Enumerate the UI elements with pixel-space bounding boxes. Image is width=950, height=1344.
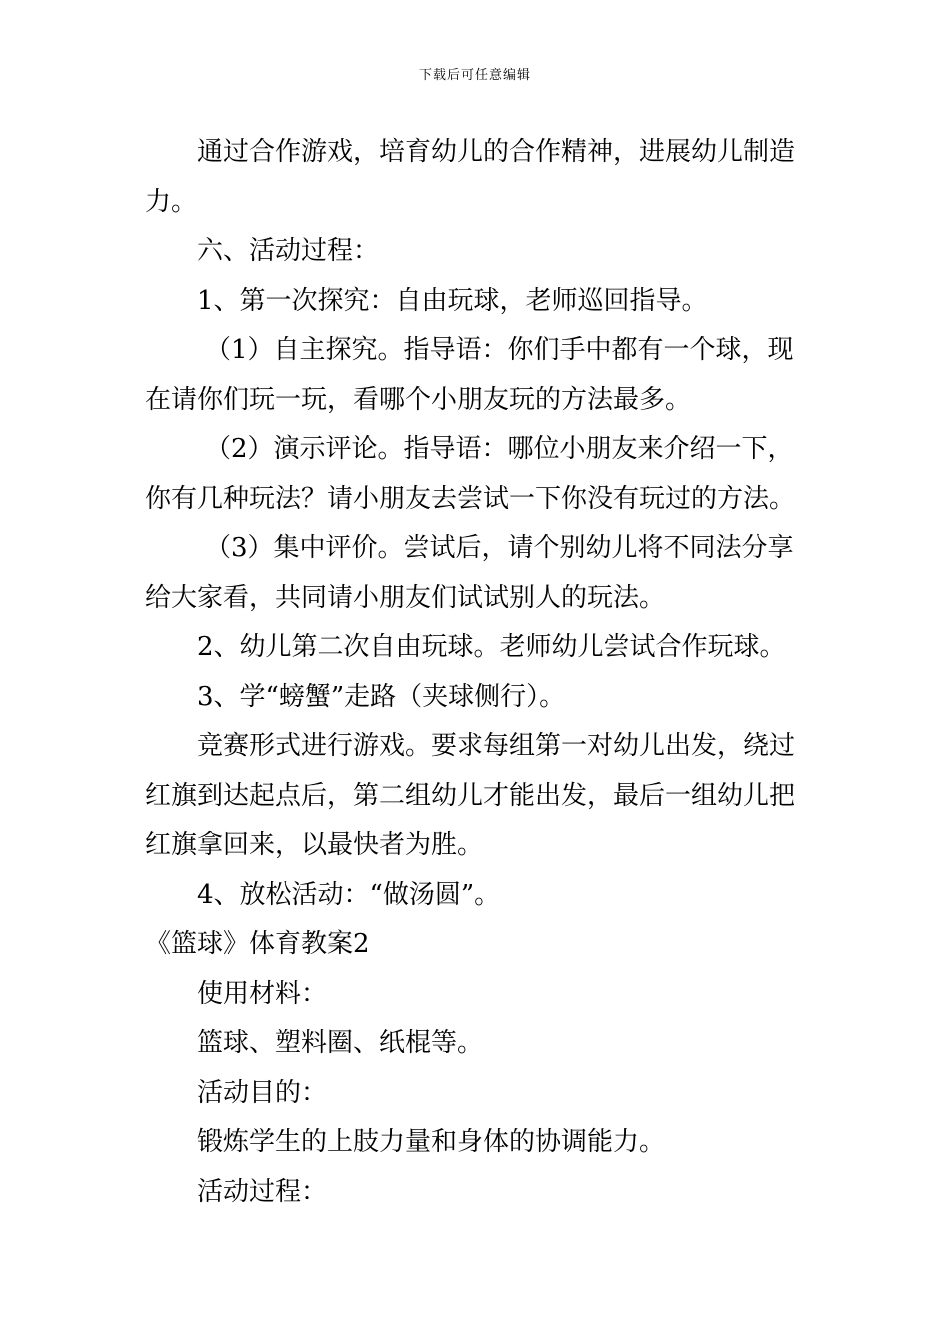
paragraph: 锻炼学生的上肢力量和身体的协调能力。 bbox=[197, 1127, 666, 1157]
section-heading: 六、活动过程： bbox=[197, 236, 380, 266]
document-title: 《篮球》体育教案2 bbox=[145, 929, 370, 959]
field-label: 活动过程： bbox=[197, 1176, 328, 1207]
step-heading: 3、学“螃蟹”走路（夹球侧行）。 bbox=[197, 681, 566, 712]
step-heading: 2、幼儿第二次自由玩球。老师幼儿尝试合作玩球。 bbox=[197, 632, 786, 662]
field-label: 活动目的： bbox=[197, 1077, 328, 1108]
document-body bbox=[145, 128, 810, 1217]
step-heading: 4、放松活动：“做汤圆”。 bbox=[197, 879, 501, 910]
step-heading: 1、第一次探究：自由玩球，老师巡回指导。 bbox=[197, 285, 708, 316]
page-header: 下载后可任意编辑 bbox=[418, 68, 531, 83]
paragraph: 篮球、塑料圈、纸棍等。 bbox=[197, 1028, 484, 1058]
sub-step: （2）演示评论。指导语：哪位小朋友来介绍一下，你有几种玩法？请小朋友去尝试一下你没有玩过的方法。 bbox=[145, 434, 796, 514]
sub-step: （3）集中评价。尝试后，请个别幼儿将不同法分享给大家看，共同请小朋友们试试别人的玩法。 bbox=[145, 533, 794, 613]
field-label: 使用材料： bbox=[197, 978, 328, 1009]
paragraph: 竞赛形式进行游戏。要求每组第一对幼儿出发，绕过红旗到达起点后，第二组幼儿才能出发，最后一组幼儿把红旗拿回来，以最快者为胜。 bbox=[145, 731, 796, 860]
paragraph: 通过合作游戏，培育幼儿的合作精神，进展幼儿制造力。 bbox=[145, 137, 796, 217]
sub-step: （1）自主探究。指导语：你们手中都有一个球，现在请你们玩一玩，看哪个小朋友玩的方法最多。 bbox=[145, 335, 794, 415]
